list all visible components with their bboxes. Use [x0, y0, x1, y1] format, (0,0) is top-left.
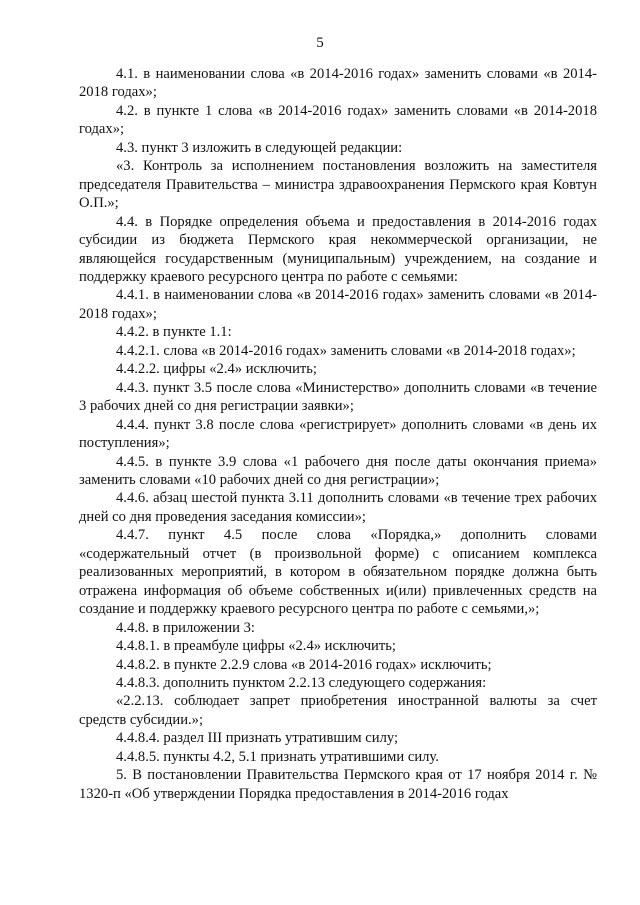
paragraph-4-4-8-5: 4.4.8.5. пункты 4.2, 5.1 признать утратившими силу.	[116, 748, 439, 765]
page-number: 5	[316, 35, 324, 51]
paragraph-4-4-5: 4.4.5. в пункте 3.9 слова «1 рабочего дня после даты окончания приема» заменить словами «10 рабочих дней со дня регистрации»;	[79, 453, 597, 488]
paragraph-4-4-1: 4.4.1. в наименовании слова «в 2014-2016 годах» заменить словами «в 2014-2018 годах»;	[79, 287, 597, 322]
paragraph-4-4-8-4: 4.4.8.4. раздел III признать утратившим силу;	[116, 730, 399, 747]
paragraph-4-4-8-1: 4.4.8.1. в преамбуле цифры «2.4» исключить;	[116, 638, 396, 655]
paragraph-4-1: 4.1. в наименовании слова «в 2014-2016 годах» заменить словами «в 2014-2018 годах»;	[79, 66, 597, 101]
document-body	[79, 65, 597, 803]
paragraph-5: 5. В постановлении Правительства Пермского края от 17 ноября 2014 г. № 1320-п «Об утверждении Порядка предоставления в 2014-2016 годах	[79, 767, 597, 802]
paragraph-4-4-2: 4.4.2. в пункте 1.1:	[116, 324, 232, 341]
paragraph-quote-3: «3. Контроль за исполнением постановления возложить на заместителя председателя Правительства – министра здравоохранения Пермского края Ковтун О.П.»;	[79, 158, 597, 212]
paragraph-4-4-7: 4.4.7. пункт 4.5 после слова «Порядка,» дополнить словами «содержательный отчет (в произвольной форме) с описанием комплекса реализованных мероприятий, в котором в обязательном порядке должна быть отражена информация об объеме собственных и(или) привлеченных средств на создание и поддержку краевого ресурсного центра по работе с семьями,»;	[79, 527, 597, 618]
paragraph-quote-2-2-13: «2.2.13. соблюдает запрет приобретения иностранной валюты за счет средств субсидии.»;	[79, 693, 597, 728]
paragraph-4-4-6: 4.4.6. абзац шестой пункта 3.11 дополнить словами «в течение трех рабочих дней со дня проведения заседания комиссии»;	[79, 490, 597, 525]
paragraph-4-4-2-2: 4.4.2.2. цифры «2.4» исключить;	[116, 361, 317, 378]
paragraph-4-3: 4.3. пункт 3 изложить в следующей редакции:	[116, 139, 403, 156]
paragraph-4-4-2-1: 4.4.2.1. слова «в 2014-2016 годах» заменить словами «в 2014-2018 годах»;	[116, 342, 576, 359]
paragraph-4-2: 4.2. в пункте 1 слова «в 2014-2016 годах» заменить словами «в 2014-2018 годах»;	[79, 102, 597, 138]
paragraph-4-4-8-3: 4.4.8.3. дополнить пунктом 2.2.13 следующего содержания:	[116, 674, 487, 691]
paragraph-4-4: 4.4. в Порядке определения объема и предоставления в 2014-2016 годах субсидии из бюджета Пермского края некоммерческой организации, не являющейся государственным (муниципальным) учреждением, на создание и поддержку краевого ресурсного центра по работе с семьями:	[79, 213, 597, 285]
paragraph-4-4-8: 4.4.8. в приложении 3:	[116, 619, 255, 636]
paragraph-4-4-3: 4.4.3. пункт 3.5 после слова «Министерство» дополнить словами «в течение 3 рабочих дней со дня регистрации заявки»;	[79, 379, 597, 415]
paragraph-4-4-8-2: 4.4.8.2. в пункте 2.2.9 слова «в 2014-2016 годах» исключить;	[116, 656, 492, 673]
paragraph-4-4-4: 4.4.4. пункт 3.8 после слова «регистрирует» дополнить словами «в день их поступления»;	[79, 416, 597, 452]
